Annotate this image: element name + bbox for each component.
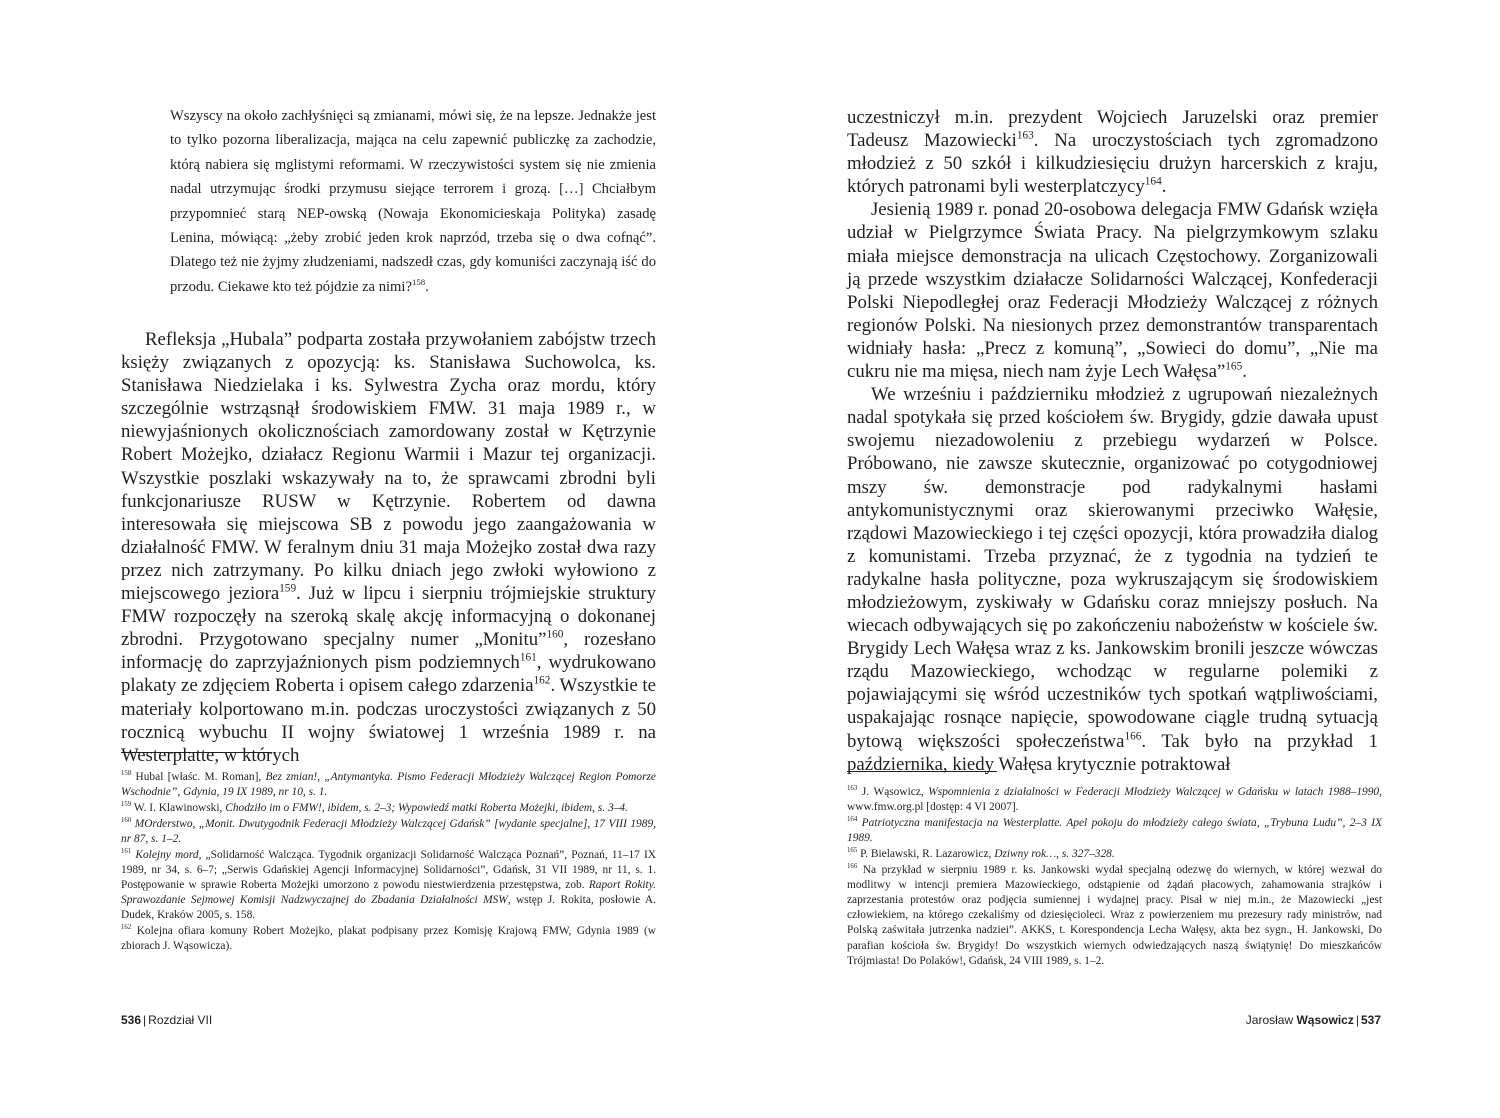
text-run: Na przykład w sierpniu 1989 r. ks. Jankowski wydał specjalną odezwę do wiernych, w której wezwał do modlitwy w intencji premiera Mazowieckiego, odstąpienie od żądań płacowych, zahamowania strajków i zaprzestania protestów oraz podjęcia sumiennej i wydajnej pracy. Pisał w niej m.in., że Mazowiecki „jest człowiekiem, na którego czekaliśmy od dziesięcioleci. Wraz z powierzeniem mu prezesury rady ministrów, nad Polską zaświtała jutrzenka nadziei”. AKKS, t. Korespondencja Lecha Wałęsy, akta bez sygn., H. Jankowski, Do parafian kościoła św. Brygidy! Do wszystkich wiernych odwiedzających naszą świątynię! Do mieszkańców Trójmiasta! Do Polaków!, Gdańsk, 24 VIII 1989, s. 1–2. xyxy=(847,863,1382,967)
footnote xyxy=(121,801,656,816)
footnote-number: 165 xyxy=(847,847,858,855)
text-run: Hubal [właśc. M. Roman], xyxy=(135,771,266,783)
footnote-ref: 158 xyxy=(411,276,426,287)
footnote xyxy=(847,785,1382,815)
paragraph xyxy=(847,198,1378,383)
block-quote: Wszyscy na około zachłyśnięci są zmianami, mówi się, że na lepsze. Jednakże jest to tylko pozorna liberalizacja, mająca na celu zapewnić publiczkę za zachodzie, którą nabiera się mglistymi reformami. W rzeczywistości system się nie zmienia nadal utrzymując środki przymusu siejące terrorem i grozą. […] Chciałbym przypomnieć starą NEP-owską (Nowaja Ekonomicieskaja Polityka) zasadę Lenina, mówiącą: „żeby zrobić jeden krok naprzód, trzeba się o dwa cofnąć”. Dlatego też nie żyjmy złudzeniami, nadszedł czas, gdy komuniści zaczynają iść do przodu. Ciekawe kto też pójdzie za nimi?$^{158}$. xyxy=(170,108,656,295)
body-text-left xyxy=(121,328,656,767)
page-number: 536 xyxy=(121,1013,142,1027)
text-run: Chodziło im o FMW!, ibidem, s. 2–3; Wypowiedź matki Roberta Możejki, ibidem, s. 3–4. xyxy=(225,801,628,814)
text-run: Jesienią 1989 r. ponad 20-osobowa delegacja FMW Gdańsk wzięła udział w Pielgrzymce Świata Pracy. Na pielgrzymkowym szlaku miała miejsce demonstracja na ulicach Częstochowy. Zorganizowali ją przede wszystkim działacze Solidarności Walczącej, Konfederacji Polski Niepodległej oraz Federacji Młodzieży Walczącej z różnych regionów Polski. Na niesionych przez demonstrantów transparentach widniały hasła: „Precz z komuną”, „Sowieci do domu”, „Nie ma cukru nie ma mięsa, niech nam żyje Lech Wałęsa” xyxy=(847,199,1378,383)
quote-text: Wszyscy na około zachłyśnięci są zmianami, mówi się, że na lepsze. Jednakże jest to tylko pozorna liberalizacja, mająca na celu zapewnić publiczkę za zachodzie, którą nabiera się mglistymi reformami. W rzeczywistości system się nie zmienia nadal utrzymując środki przymusu siejące terrorem i grozą. […] Chciałbym przypomnieć starą NEP-owską (Nowaja Ekonomicieskaja Polityka) zasadę Lenina, mówiącą: „żeby zrobić jeden krok naprzód, trzeba się o dwa cofnąć”. Dlatego też nie żyjmy złudzeniami, nadszedł czas, gdy komuniści zaczynają iść do przodu. Ciekawe kto też pójdzie za nimi? xyxy=(170,108,656,295)
footnote-ref: 164 xyxy=(1144,176,1162,189)
text-run: , rozesłano informację do zaprzyjaźnionych pism podziemnych xyxy=(121,629,656,674)
footnote-number: 158 xyxy=(121,770,132,778)
footnote-ref: 160 xyxy=(546,628,564,641)
footnote-ref: 162 xyxy=(533,675,551,688)
footnote-number: 160 xyxy=(121,816,132,824)
footnote-number: 161 xyxy=(121,847,132,855)
footnote-number: 164 xyxy=(847,816,858,824)
paragraph xyxy=(847,383,1378,776)
footnote-ref: 165 xyxy=(1225,360,1243,373)
footnote xyxy=(847,863,1382,969)
text-run: We wrześniu i październiku młodzież z ugrupowań niezależnych nadal spotykała się przed kościołem św. Brygidy, gdzie dawała upust swojemu niezadowoleniu z przebiegu wydarzeń w Polsce. Próbowano, nie zawsze skutecznie, organizować po cotygodniowej mszy św. demonstracje pod radykalnymi hasłami antykomunistycznymi oraz skierowanymi przeciwko Wałęsie, rządowi Mazowieckiego i tej części opozycji, która prowadziła dialog z komunistami. Trzeba przyznać, że z tygodnia na tydzień te radykalne hasła polityczne, poza wykruszającym się środowiskiem młodzieżowym, zyskiwały w Gdańsku coraz mniejszy posłuch. Na wiecach odbywających się po zakończeniu nabożeństw w kościele św. Brygidy Lech Wałęsa wraz z ks. Jankowskim bronili jeszcze wówczas rządu Mazowieckiego, wchodząc w regularne polemiki z pojawiającymi się wśród uczestników tych spotkań wątpliwościami, uspakajając rosnące napięcie, spowodowane ciągle trudną sytuacją bytową większości społeczeństwa xyxy=(847,384,1378,752)
text-run: MOrderstwo, „Monit. Dwutygodnik Federacji Młodzieży Walczącej Gdańsk” [wydanie specjalne], 17 VIII 1989, nr 87, s. 1–2. xyxy=(121,817,656,845)
footnote xyxy=(121,848,656,924)
footnote-ref: 166 xyxy=(1124,730,1142,743)
text-run: . Tak było na przykład 1 października, kiedy Wałęsa krytycznie potraktował xyxy=(847,730,1379,775)
text-run: . xyxy=(1242,361,1247,383)
footnote xyxy=(121,770,656,800)
text-run: J. Wąsowicz, xyxy=(861,786,929,798)
body-text-right xyxy=(847,106,1378,776)
text-run: , www.fmw.org.pl [dostęp: 4 VI 2007]. xyxy=(847,786,1382,814)
page-footer-right xyxy=(1246,1013,1381,1027)
author-first-name: Jarosław xyxy=(1245,1013,1294,1027)
paragraph xyxy=(121,328,656,767)
text-run: Bez zmian!, „Antymantyka. Pismo Federacji Młodzieży Walczącej Region Pomorze Wschodnie”, Gdynia, 19 IX 1989, nr 10, s. 1. xyxy=(121,771,656,799)
footnote xyxy=(121,924,656,954)
text-run: Kolejny mord, xyxy=(135,848,202,861)
text-run: Raport Rokity. Sprawozdanie Sejmowej Komisji Nadzwyczajnej do Zbadania Działalności MSW xyxy=(121,878,656,907)
footer-separator: | xyxy=(1355,1013,1359,1027)
text-run: Kolejna ofiara komuny Robert Możejko, plakat podpisany przez Komisję Krajową FMW, Gdynia 1989 (w zbiorach J. Wąsowicza). xyxy=(121,925,656,953)
text-run: . xyxy=(1161,176,1167,198)
paragraph xyxy=(847,106,1378,198)
footnote-ref: 159 xyxy=(279,582,297,595)
text-run: Patriotyczna manifestacja na Westerplatte. Apel pokoju do młodzieży całego świata, „Trybuna Ludu”, 2–3 IX 1989. xyxy=(847,816,1382,845)
text-run: . Wszystkie te materiały kolportowano m.in. podczas uroczystości związanych z 50 rocznicą wybuchu II wojny światowej 1 września 1989 r. na Westerplatte, w których xyxy=(121,675,656,766)
footnote-ref: 163 xyxy=(1016,129,1034,142)
footnotes-left xyxy=(121,770,656,955)
footnote xyxy=(847,847,1382,862)
page-footer-left xyxy=(121,1013,212,1027)
footnote-divider xyxy=(121,752,271,753)
text-run: , wydrukowano plakaty ze zdjęciem Roberta i opisem całego zdarzenia xyxy=(121,652,656,697)
footnote-number: 162 xyxy=(121,924,132,932)
author-surname: Wąsowicz xyxy=(1296,1013,1354,1027)
text-run: uczestniczył m.in. prezydent Wojciech Jaruzelski oraz premier Tadeusz Mazowiecki xyxy=(847,107,1378,152)
footnote-divider xyxy=(847,771,997,772)
page-number: 537 xyxy=(1360,1013,1381,1027)
footer-separator: | xyxy=(143,1013,147,1027)
text-run: , wstęp J. Rokita, posłowie A. Dudek, Kraków 2005, s. 158. xyxy=(121,894,656,922)
text-run: . Już w lipcu i sierpniu trójmiejskie struktury FMW rozpoczęły na szeroką skalę akcję informacyjną o dokonanej zbrodni. Przygotowano specjalny numer „Monitu” xyxy=(121,583,656,651)
text-run: Dziwny rok…, s. 327–328. xyxy=(994,847,1115,860)
text-run: Wspomnienia z działalności w Federacji Młodzieży Walczącej w Gdańsku w latach 1988–1990 xyxy=(928,786,1380,798)
text-run: P. Bielawski, R. Lazarowicz, xyxy=(860,847,995,860)
footnote-number: 166 xyxy=(847,862,858,870)
text-run: . Na uroczystościach tych zgromadzono młodzież z 50 szkół i kilkudziesięciu drużyn harcerskich z kraju, których patronami byli westerplatczycy xyxy=(847,130,1378,198)
footnote xyxy=(121,817,656,847)
text-run: „Solidarność Walcząca. Tygodnik organizacji Solidarność Walcząca Poznań”, Poznań, 11–17 IX 1989, nr 34, s. 6–7; „Serwis Gdańskiej Agencji Informacyjnej Solidarności”, Gdańsk, 31 VII 1989, nr 11, s. 1. Postępowanie w sprawie Roberta Możejki umorzono z powodu niestwierdzenia przestępstwa, zob. xyxy=(121,848,656,891)
footnote xyxy=(847,816,1382,846)
text-run: Refleksja „Hubala” podparta została przywołaniem zabójstw trzech księży związanych z opozycją: ks. Stanisława Suchowolca, ks. Stanisława Niedzielaka i ks. Sylwestra Zycha oraz mordu, który szczególnie wstrząsnął środowiskiem FMW. 31 maja 1989 r., w niewyjaśnionych okolicznościach zamordowany został w Kętrzynie Robert Możejko, działacz Regionu Warmii i Mazur tej organizacji. Wszystkie poszlaki wskazywały na to, że sprawcami zbrodni byli funkcjonariusze RUSW w Kętrzynie. Robertem od dawna interesowała się miejscowa SB z powodu jego zaangażowania w działalność FMW. W feralnym dniu 31 maja Możejko został dwa razy przez nich zatrzymany. Po kilku dniach jego zwłoki wyłowiono z miejscowego jeziora xyxy=(121,329,656,605)
chapter-label: Rozdział VII xyxy=(148,1013,213,1027)
right-page xyxy=(750,0,1500,1118)
footnote-number: 159 xyxy=(121,801,132,809)
footnotes-right xyxy=(847,785,1382,969)
footnote-ref: 161 xyxy=(519,652,537,665)
text-run: W. I. Klawinowski, xyxy=(133,801,226,814)
footnote-number: 163 xyxy=(847,785,858,793)
